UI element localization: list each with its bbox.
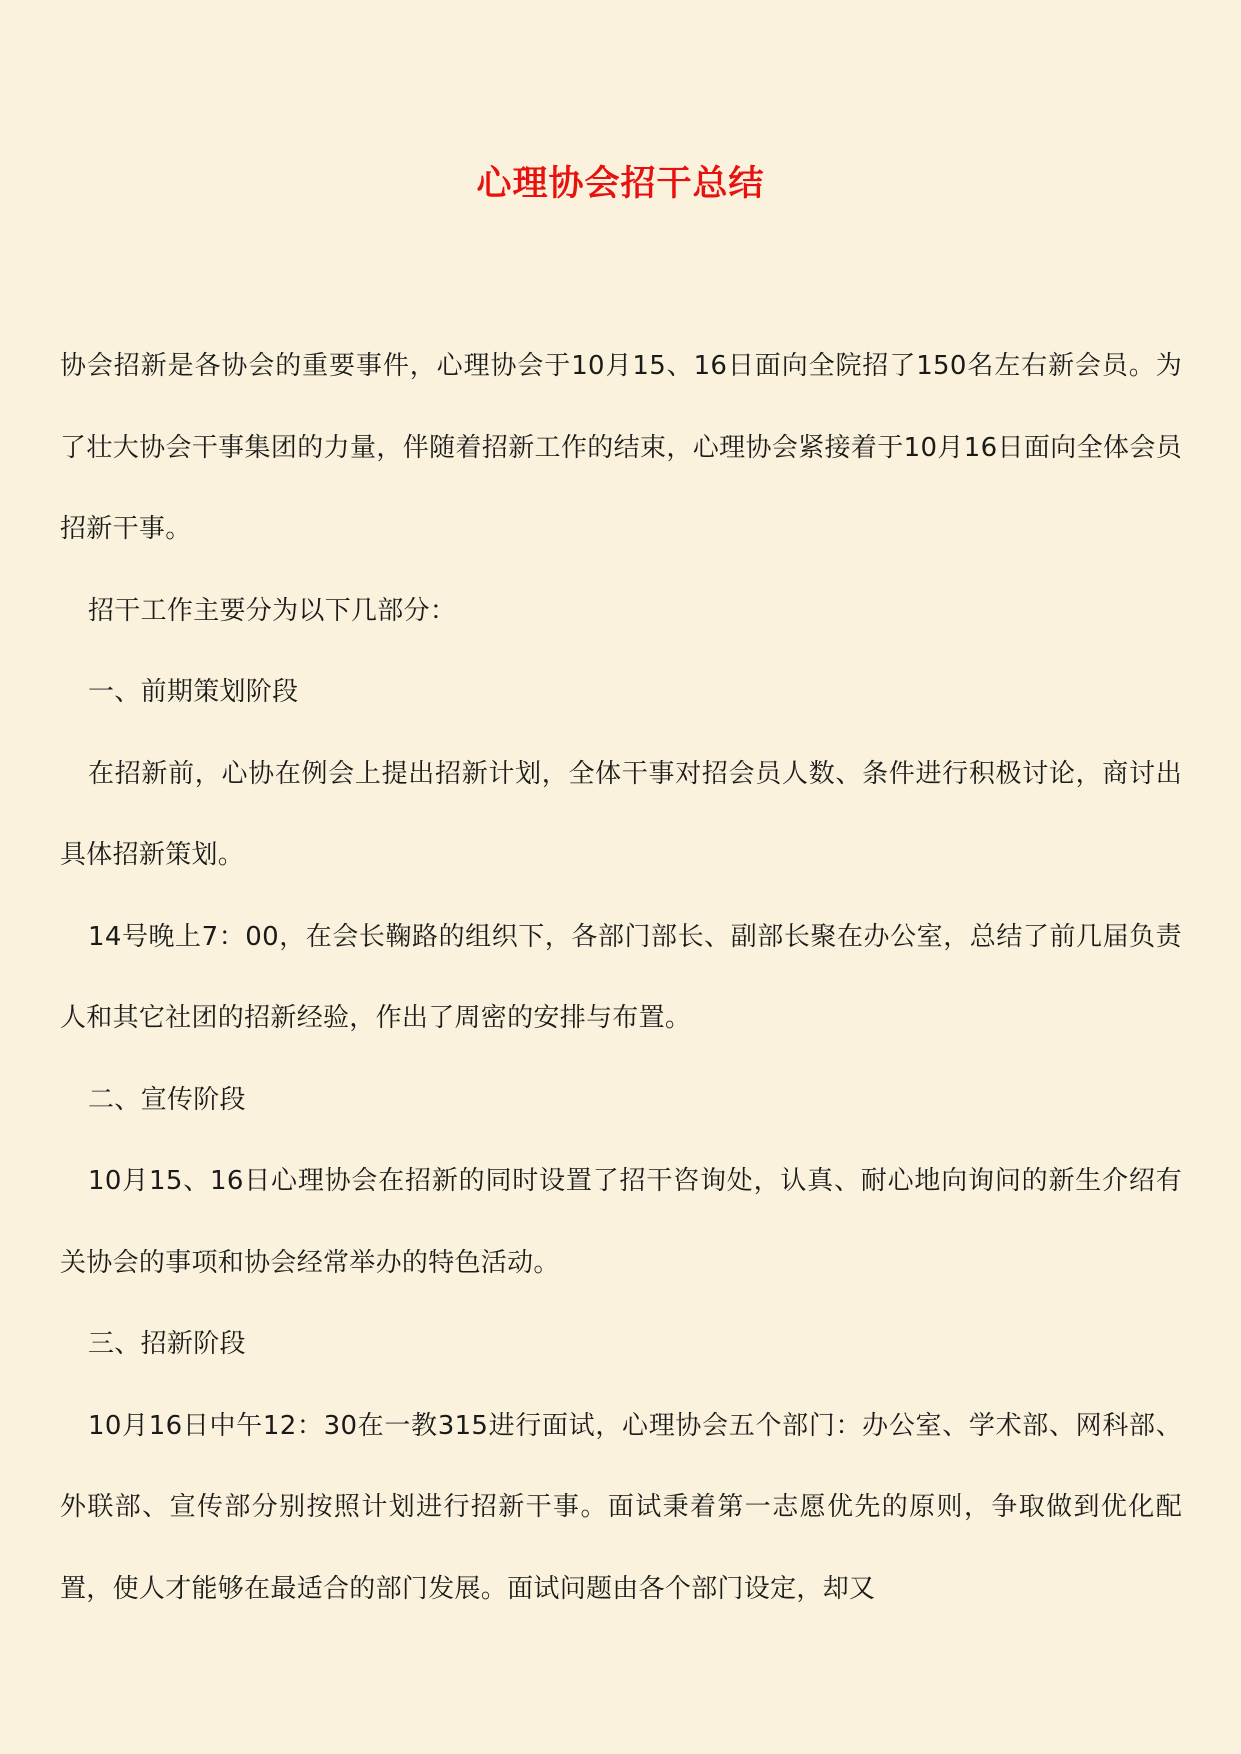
paragraph-publicity: 10月15、16日心理协会在招新的同时设置了招干咨询处，认真、耐心地向询问的新生介绍有关协会的事项和协会经常举办的特色活动。 xyxy=(60,1166,1182,1278)
section-heading-publicity: 二、宣传阶段 xyxy=(88,1084,246,1115)
paragraph-intro: 协会招新是各协会的重要事件，心理协会于10月15、16日面向全院招了150名左右新会员。为了壮大协会干事集团的力量，伴随着招新工作的结束，心理协会紧接着于10月16日面向全体会员招新干事。 xyxy=(60,351,1182,544)
paragraph-overview: 招干工作主要分为以下几部分： xyxy=(88,595,457,626)
document-title: 心理协会招干总结 xyxy=(476,164,765,204)
paragraph-recruiting: 10月16日中午12：30在一教315进行面试，心理协会五个部门：办公室、学术部、网科部、外联部、宣传部分别按照计划进行招新干事。面试秉着第一志愿优先的原则，争取做到优化配置，使人才能够在最适合的部门发展。面试问题由各个部门设定，却又 xyxy=(60,1410,1182,1604)
paragraph-meeting: 14号晚上7：00，在会长鞠路的组织下，各部门部长、副部长聚在办公室，总结了前几届负责人和其它社团的招新经验，作出了周密的安排与布置。 xyxy=(60,921,1182,1033)
paragraph-planning: 在招新前，心协在例会上提出招新计划，全体干事对招会员人数、条件进行积极讨论，商讨出具体招新策划。 xyxy=(60,758,1182,870)
section-heading-recruiting: 三、招新阶段 xyxy=(88,1329,246,1359)
section-heading-planning: 一、前期策划阶段 xyxy=(88,677,299,707)
document-body xyxy=(60,326,1182,1630)
